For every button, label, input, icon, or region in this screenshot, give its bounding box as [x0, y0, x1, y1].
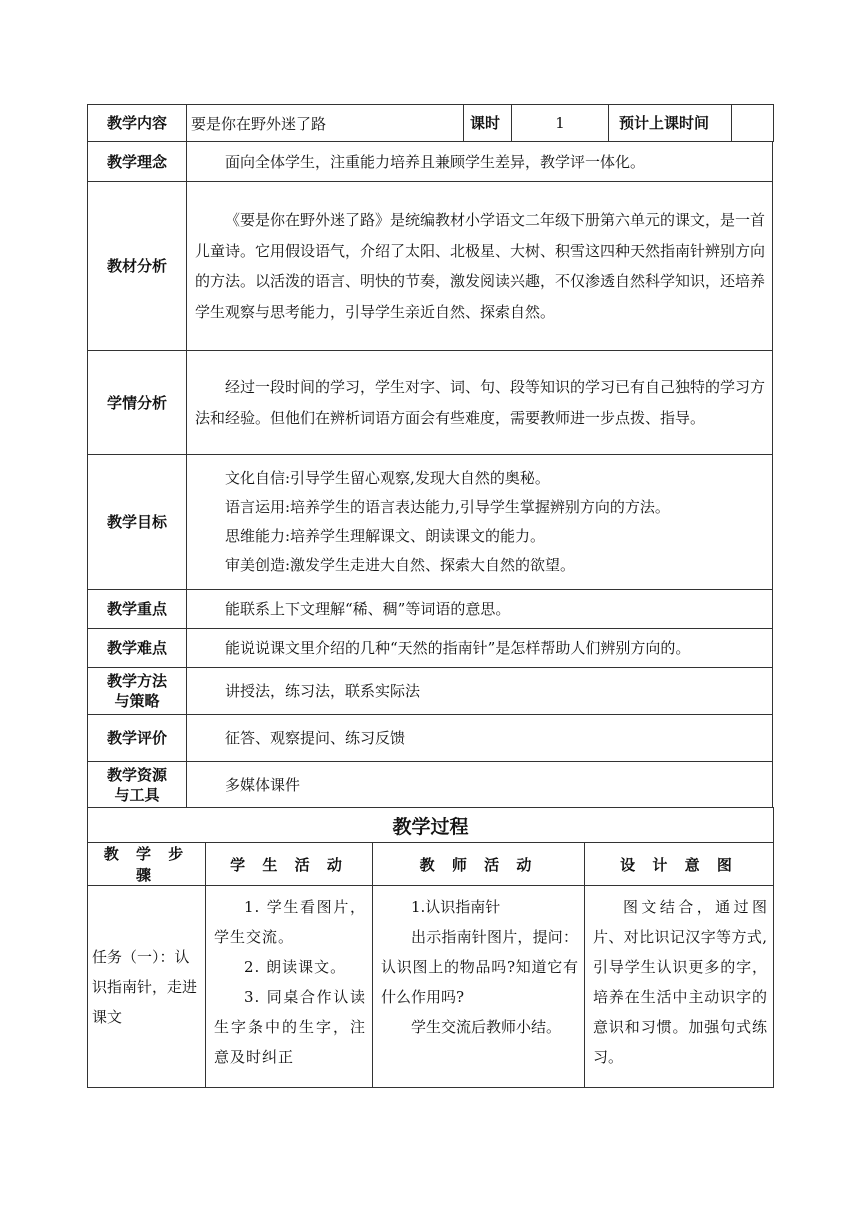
resources-label: 教学资源 与工具	[88, 762, 187, 808]
difficulty-text: 能说说课文里介绍的几种“天然的指南针”是怎样帮助人们辨别方向的。	[187, 629, 773, 668]
header-row	[88, 105, 774, 142]
row-method	[88, 668, 773, 715]
teacher-cell: 1.认识指南针 出示指南针图片，提问：认识图上的物品吗?知道它有什么作用吗? 学生交流后教师小结。	[373, 886, 585, 1088]
content-value: 要是你在野外迷了路	[187, 105, 464, 142]
process-row	[88, 886, 774, 1088]
goal-item: 文化自信:引导学生留心观察,发现大自然的奥秘。	[225, 469, 550, 487]
student-cell: 1. 学生看图片，学生交流。 2. 朗读课文。 3. 同桌合作认读生字条中的生字，注意及时纠正	[206, 886, 373, 1088]
col-student: 学 生 活 动	[206, 843, 373, 886]
method-label: 教学方法 与策略	[88, 668, 187, 715]
resources-text: 多媒体课件	[187, 762, 773, 808]
content-label: 教学内容	[88, 105, 187, 142]
row-students	[88, 351, 773, 455]
evaluation-text: 征答、观察提问、练习反馈	[187, 715, 773, 762]
analysis-table	[87, 141, 773, 808]
period-value: 1	[512, 105, 609, 142]
textbook-text: 《要是你在野外迷了路》是统编教材小学语文二年级下册第六单元的课文，是一首儿童诗。它用假设语气，介绍了太阳、北极星、大树、积雪这四种天然指南针辨别方向的方法。以活泼的语言、明快的节奏，激发阅读兴趣，不仅渗透自然科学知识，还培养学生观察与思考能力，引导学生亲近自然、探索自然。	[187, 182, 773, 351]
textbook-label: 教材分析	[88, 182, 187, 351]
concept-label: 教学理念	[88, 142, 187, 182]
students-label: 学情分析	[88, 351, 187, 455]
intent-cell: 图文结合，通过图片、对比识记汉字等方式,引导学生认识更多的字，培养在生活中主动识字的意识和习惯。加强句式练习。	[585, 886, 774, 1088]
info-table	[87, 104, 774, 142]
time-label: 预计上课时间	[609, 105, 732, 142]
process-title-row	[88, 808, 774, 843]
period-label: 课时	[464, 105, 512, 142]
process-table	[87, 807, 774, 1088]
key-text: 能联系上下文理解“稀、稠”等词语的意思。	[187, 590, 773, 629]
concept-text: 面向全体学生，注重能力培养且兼顾学生差异，教学评一体化。	[187, 142, 773, 182]
goal-item: 语言运用:培养学生的语言表达能力,引导学生掌握辨别方向的方法。	[225, 498, 670, 516]
row-resources	[88, 762, 773, 808]
key-label: 教学重点	[88, 590, 187, 629]
row-evaluation	[88, 715, 773, 762]
step-cell: 任务（一）：认识指南针，走进课文	[88, 886, 206, 1088]
row-difficulty	[88, 629, 773, 668]
col-intent: 设 计 意 图	[585, 843, 774, 886]
goals-label: 教学目标	[88, 455, 187, 590]
lesson-plan	[87, 104, 773, 1088]
row-goals	[88, 455, 773, 590]
evaluation-label: 教学评价	[88, 715, 187, 762]
row-concept	[88, 142, 773, 182]
method-text: 讲授法，练习法，联系实际法	[187, 668, 773, 715]
col-step: 教 学 步 骤	[88, 843, 206, 886]
students-text: 经过一段时间的学习，学生对字、词、句、段等知识的学习已有自己独特的学习方法和经验。但他们在辨析词语方面会有些难度，需要教师进一步点拨、指导。	[187, 351, 773, 455]
process-title: 教学过程	[88, 808, 774, 843]
goals-list	[187, 455, 773, 590]
row-key	[88, 590, 773, 629]
col-teacher: 教 师 活 动	[373, 843, 585, 886]
goal-item: 思维能力:培养学生理解课文、朗读课文的能力。	[225, 527, 546, 545]
goal-item: 审美创造:激发学生走进大自然、探索大自然的欲望。	[225, 556, 576, 574]
time-value	[732, 105, 774, 142]
row-textbook	[88, 182, 773, 351]
process-header-row	[88, 843, 774, 886]
difficulty-label: 教学难点	[88, 629, 187, 668]
